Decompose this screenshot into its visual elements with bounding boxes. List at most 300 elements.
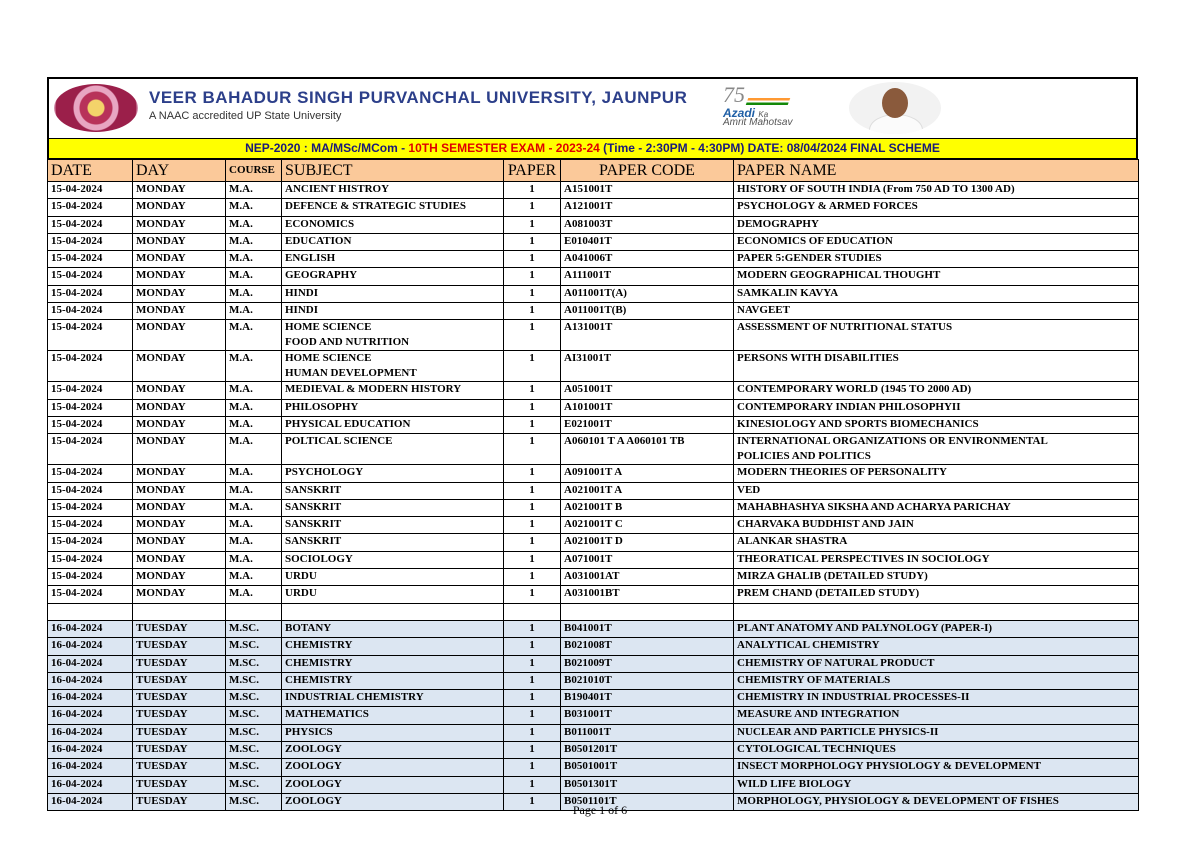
cell-day	[133, 620, 226, 637]
day-text: MONDAY	[136, 417, 186, 430]
name-text: INTERNATIONAL ORGANIZATIONS OR ENVIRONMENTAL	[737, 435, 1048, 448]
cell-paper	[504, 707, 561, 724]
date-text: 16-04-2024	[51, 656, 103, 669]
cell-name	[734, 434, 1139, 465]
cell-code	[561, 233, 734, 250]
cell-date	[48, 416, 133, 433]
cell-subject	[282, 586, 504, 603]
cell-date	[48, 382, 133, 399]
subject-text: SANSKRIT	[285, 500, 342, 513]
subject-text: HOME SCIENCE	[285, 321, 372, 334]
cell-subject	[282, 759, 504, 776]
cell-subject	[282, 517, 504, 534]
cell-day	[133, 776, 226, 793]
cell-course	[226, 434, 282, 465]
cell-name	[734, 268, 1139, 285]
subject-text: HINDI	[285, 304, 319, 317]
course-text: M.SC.	[229, 725, 259, 738]
cell-day	[133, 434, 226, 465]
code-text: A021001T D	[564, 535, 623, 548]
date-text: 15-04-2024	[51, 400, 103, 413]
course-text: M.SC.	[229, 743, 259, 756]
subject-text: PHILOSOPHY	[285, 400, 359, 413]
cell-paper	[504, 759, 561, 776]
cell-day	[133, 320, 226, 351]
code-text: B0501101T	[564, 794, 617, 807]
cell-course	[226, 499, 282, 516]
cell-date	[48, 351, 133, 382]
table-row	[48, 776, 1139, 793]
date-text: 16-04-2024	[51, 794, 103, 807]
course-text: M.A.	[229, 435, 253, 448]
cell-course	[226, 465, 282, 482]
code-text: A101001T	[564, 400, 613, 413]
cell-subject	[282, 233, 504, 250]
code-text: A071001T	[564, 552, 613, 565]
cell-paper	[504, 182, 561, 199]
subject-text: MATHEMATICS	[285, 708, 369, 721]
blank-cell	[561, 603, 734, 620]
blank-cell	[504, 603, 561, 620]
cell-paper	[504, 320, 561, 351]
cell-date	[48, 776, 133, 793]
cell-subject	[282, 569, 504, 586]
cell-course	[226, 199, 282, 216]
cell-paper	[504, 551, 561, 568]
table-row	[48, 320, 1139, 351]
cell-subject	[282, 251, 504, 268]
cell-date	[48, 759, 133, 776]
name-text: WILD LIFE BIOLOGY	[737, 777, 852, 790]
cell-subject	[282, 742, 504, 759]
subject-line2-text: HUMAN DEVELOPMENT	[285, 367, 417, 380]
cell-date	[48, 551, 133, 568]
cell-paper	[504, 434, 561, 465]
code-text: B021009T	[564, 656, 612, 669]
cell-day	[133, 569, 226, 586]
cell-code	[561, 517, 734, 534]
name-text: DEMOGRAPHY	[737, 217, 819, 230]
day-text: MONDAY	[136, 286, 186, 299]
cell-paper	[504, 672, 561, 689]
col-paper-code: PAPER CODE	[561, 160, 734, 182]
cell-date	[48, 655, 133, 672]
cell-name	[734, 759, 1139, 776]
code-text: E021001T	[564, 417, 612, 430]
course-text: M.SC.	[229, 621, 259, 634]
cell-subject	[282, 216, 504, 233]
cell-date	[48, 434, 133, 465]
paper-text: 1	[529, 304, 535, 317]
cell-subject	[282, 534, 504, 551]
cell-date	[48, 251, 133, 268]
name-text: ANALYTICAL CHEMISTRY	[737, 639, 880, 652]
subject-text: SANSKRIT	[285, 518, 342, 531]
cell-subject	[282, 320, 504, 351]
code-text: A060101 T A A060101 TB	[564, 435, 685, 448]
cell-date	[48, 233, 133, 250]
day-text: TUESDAY	[136, 639, 188, 652]
subject-text: GEOGRAPHY	[285, 269, 358, 282]
date-text: 16-04-2024	[51, 777, 103, 790]
course-text: M.A.	[229, 217, 253, 230]
name-text: MEASURE AND INTEGRATION	[737, 708, 900, 721]
banner-time-date: (Time - 2:30PM - 4:30PM) DATE: 08/04/2024 FINAL SCHEME	[599, 141, 940, 155]
cell-day	[133, 724, 226, 741]
date-text: 15-04-2024	[51, 552, 103, 565]
blank-cell	[48, 603, 133, 620]
cell-subject	[282, 620, 504, 637]
table-row	[48, 251, 1139, 268]
subject-text: INDUSTRIAL CHEMISTRY	[285, 691, 424, 704]
cell-code	[561, 690, 734, 707]
course-text: M.SC.	[229, 691, 259, 704]
day-text: TUESDAY	[136, 621, 188, 634]
name-line2-text: POLICIES AND POLITICS	[737, 450, 871, 463]
day-text: MONDAY	[136, 383, 186, 396]
day-text: TUESDAY	[136, 725, 188, 738]
amrit-mahotsav-text: Amrit Mahotsav	[723, 117, 793, 128]
cell-paper	[504, 517, 561, 534]
course-text: M.A.	[229, 552, 253, 565]
cell-name	[734, 233, 1139, 250]
cell-name	[734, 465, 1139, 482]
subject-text: ZOOLOGY	[285, 794, 342, 807]
paper-text: 1	[529, 352, 535, 365]
cell-code	[561, 742, 734, 759]
cell-day	[133, 216, 226, 233]
name-text: HISTORY OF SOUTH INDIA (From 750 AD TO 1300 AD)	[737, 183, 1015, 195]
cell-date	[48, 182, 133, 199]
cell-day	[133, 690, 226, 707]
cell-code	[561, 465, 734, 482]
cell-name	[734, 620, 1139, 637]
cell-paper	[504, 638, 561, 655]
cell-date	[48, 620, 133, 637]
cell-course	[226, 303, 282, 320]
name-text: VED	[737, 483, 761, 496]
blank-cell	[226, 603, 282, 620]
banner-semester: 10TH SEMESTER EXAM - 2023-24	[408, 141, 600, 155]
table-row	[48, 586, 1139, 603]
cell-day	[133, 233, 226, 250]
date-text: 15-04-2024	[51, 269, 103, 282]
day-text: MONDAY	[136, 435, 186, 448]
cell-paper	[504, 655, 561, 672]
code-text: B0501201T	[564, 743, 618, 756]
cell-course	[226, 620, 282, 637]
cell-code	[561, 759, 734, 776]
table-row	[48, 655, 1139, 672]
paper-text: 1	[529, 252, 535, 265]
cell-course	[226, 551, 282, 568]
cell-paper	[504, 776, 561, 793]
cell-day	[133, 655, 226, 672]
course-text: M.A.	[229, 352, 253, 365]
subject-text: ZOOLOGY	[285, 743, 342, 756]
day-text: MONDAY	[136, 304, 186, 317]
paper-text: 1	[529, 708, 535, 721]
blank-cell	[133, 603, 226, 620]
table-row	[48, 569, 1139, 586]
subject-text: CHEMISTRY	[285, 656, 353, 669]
cell-paper	[504, 416, 561, 433]
cell-paper	[504, 690, 561, 707]
subject-text: PSYCHOLOGY	[285, 466, 364, 479]
paper-text: 1	[529, 621, 535, 634]
paper-text: 1	[529, 500, 535, 513]
paper-text: 1	[529, 217, 535, 230]
day-text: MONDAY	[136, 552, 186, 565]
cell-code	[561, 776, 734, 793]
cell-code	[561, 251, 734, 268]
date-text: 16-04-2024	[51, 673, 103, 686]
name-text: THEORATICAL PERSPECTIVES IN SOCIOLOGY	[737, 552, 990, 565]
day-text: TUESDAY	[136, 691, 188, 704]
date-text: 15-04-2024	[51, 200, 103, 213]
name-text: PERSONS WITH DISABILITIES	[737, 352, 899, 365]
cell-course	[226, 690, 282, 707]
cell-subject	[282, 724, 504, 741]
cell-paper	[504, 303, 561, 320]
cell-course	[226, 672, 282, 689]
cell-paper	[504, 482, 561, 499]
cell-code	[561, 216, 734, 233]
day-text: MONDAY	[136, 321, 186, 334]
cell-date	[48, 482, 133, 499]
day-text: MONDAY	[136, 500, 186, 513]
col-course: COURSE	[226, 160, 282, 182]
schedule-table	[47, 159, 1139, 811]
cell-name	[734, 517, 1139, 534]
cell-code	[561, 285, 734, 302]
paper-text: 1	[529, 400, 535, 413]
name-text: CONTEMPORARY INDIAN PHILOSOPHYII	[737, 400, 961, 413]
cell-subject	[282, 499, 504, 516]
banner-nep: NEP-2020 : MA/MSc/MCom -	[245, 141, 409, 155]
paper-text: 1	[529, 518, 535, 531]
cell-course	[226, 251, 282, 268]
cell-name	[734, 382, 1139, 399]
table-row	[48, 285, 1139, 302]
date-text: 15-04-2024	[51, 183, 103, 195]
cell-paper	[504, 620, 561, 637]
table-row	[48, 638, 1139, 655]
cell-course	[226, 707, 282, 724]
cell-course	[226, 399, 282, 416]
day-text: MONDAY	[136, 400, 186, 413]
cell-subject	[282, 672, 504, 689]
cell-code	[561, 399, 734, 416]
cell-subject	[282, 551, 504, 568]
subject-text: EDUCATION	[285, 234, 352, 247]
cell-paper	[504, 199, 561, 216]
course-text: M.A.	[229, 200, 253, 213]
day-text: MONDAY	[136, 183, 186, 195]
subject-text: POLTICAL SCIENCE	[285, 435, 393, 448]
table-row	[48, 620, 1139, 637]
date-text: 15-04-2024	[51, 483, 103, 496]
cell-day	[133, 285, 226, 302]
day-text: TUESDAY	[136, 743, 188, 756]
name-text: CHARVAKA BUDDHIST AND JAIN	[737, 518, 914, 531]
name-text: MORPHOLOGY, PHYSIOLOGY & DEVELOPMENT OF FISHES	[737, 794, 1059, 807]
cell-date	[48, 707, 133, 724]
table-row	[48, 517, 1139, 534]
cell-course	[226, 776, 282, 793]
cell-subject	[282, 285, 504, 302]
cell-code	[561, 303, 734, 320]
exam-scheme-sheet	[47, 77, 1138, 811]
table-row	[48, 724, 1139, 741]
name-text: KINESIOLOGY AND SPORTS BIOMECHANICS	[737, 417, 979, 430]
cell-course	[226, 655, 282, 672]
cell-name	[734, 482, 1139, 499]
cell-day	[133, 551, 226, 568]
cell-date	[48, 285, 133, 302]
cell-subject	[282, 268, 504, 285]
col-date: DATE	[48, 160, 133, 182]
cell-code	[561, 707, 734, 724]
course-text: M.A.	[229, 304, 253, 317]
day-text: MONDAY	[136, 252, 186, 265]
date-text: 15-04-2024	[51, 383, 103, 396]
cell-day	[133, 482, 226, 499]
cell-subject	[282, 655, 504, 672]
course-text: M.A.	[229, 252, 253, 265]
paper-text: 1	[529, 183, 535, 195]
date-text: 16-04-2024	[51, 639, 103, 652]
table-row	[48, 482, 1139, 499]
code-text: A041006T	[564, 252, 613, 265]
subject-text: ECONOMICS	[285, 217, 355, 230]
code-text: A031001BT	[564, 587, 620, 600]
date-text: 16-04-2024	[51, 708, 103, 721]
cell-day	[133, 742, 226, 759]
course-text: M.A.	[229, 466, 253, 479]
course-text: M.A.	[229, 234, 253, 247]
code-text: A121001T	[564, 200, 613, 213]
paper-text: 1	[529, 639, 535, 652]
cell-course	[226, 382, 282, 399]
subject-text: URDU	[285, 570, 317, 583]
cell-paper	[504, 216, 561, 233]
cell-day	[133, 416, 226, 433]
code-text: A151001T	[564, 183, 613, 195]
subject-text: URDU	[285, 587, 317, 600]
name-text: PAPER 5:GENDER STUDIES	[737, 252, 882, 265]
table-row	[48, 416, 1139, 433]
cell-course	[226, 517, 282, 534]
col-paper: PAPER	[504, 160, 561, 182]
cell-date	[48, 638, 133, 655]
date-text: 16-04-2024	[51, 743, 103, 756]
cell-course	[226, 534, 282, 551]
subject-text: HINDI	[285, 286, 319, 299]
day-text: MONDAY	[136, 587, 186, 600]
course-text: M.A.	[229, 587, 253, 600]
course-text: M.SC.	[229, 794, 259, 807]
cell-subject	[282, 199, 504, 216]
date-text: 15-04-2024	[51, 217, 103, 230]
date-text: 15-04-2024	[51, 286, 103, 299]
table-row	[48, 742, 1139, 759]
cell-day	[133, 268, 226, 285]
name-text: MAHABHASHYA SIKSHA AND ACHARYA PARICHAY	[737, 500, 1011, 513]
cell-code	[561, 586, 734, 603]
cell-subject	[282, 482, 504, 499]
table-row	[48, 382, 1139, 399]
code-text: A091001T A	[564, 466, 623, 479]
sheet-header	[47, 77, 1138, 139]
cell-subject	[282, 416, 504, 433]
code-text: B041001T	[564, 621, 612, 634]
cell-subject	[282, 465, 504, 482]
day-text: MONDAY	[136, 352, 186, 365]
cell-date	[48, 320, 133, 351]
code-text: B021010T	[564, 673, 612, 686]
cell-day	[133, 638, 226, 655]
paper-text: 1	[529, 435, 535, 448]
course-text: M.A.	[229, 286, 253, 299]
cell-day	[133, 534, 226, 551]
cell-paper	[504, 534, 561, 551]
cell-subject	[282, 303, 504, 320]
course-text: M.SC.	[229, 673, 259, 686]
cell-code	[561, 182, 734, 199]
paper-text: 1	[529, 691, 535, 704]
date-text: 15-04-2024	[51, 570, 103, 583]
date-text: 16-04-2024	[51, 621, 103, 634]
course-text: M.A.	[229, 483, 253, 496]
day-text: MONDAY	[136, 570, 186, 583]
cell-course	[226, 285, 282, 302]
page-footer: Page 1 of 6	[572, 803, 628, 817]
cell-name	[734, 551, 1139, 568]
day-text: MONDAY	[136, 217, 186, 230]
cell-code	[561, 351, 734, 382]
course-text: M.A.	[229, 417, 253, 430]
date-text: 15-04-2024	[51, 304, 103, 317]
code-text: A021001T B	[564, 500, 623, 513]
table-row	[48, 759, 1139, 776]
course-text: M.A.	[229, 383, 253, 396]
paper-text: 1	[529, 383, 535, 396]
cell-subject	[282, 776, 504, 793]
code-text: A011001T(B)	[564, 304, 627, 317]
cell-name	[734, 416, 1139, 433]
cell-subject	[282, 351, 504, 382]
cell-name	[734, 742, 1139, 759]
name-text: CHEMISTRY OF MATERIALS	[737, 673, 891, 686]
cell-name	[734, 182, 1139, 199]
date-text: 15-04-2024	[51, 500, 103, 513]
cell-name	[734, 569, 1139, 586]
cell-date	[48, 268, 133, 285]
subject-text: HOME SCIENCE	[285, 352, 372, 365]
exam-banner	[47, 139, 1138, 159]
cell-code	[561, 382, 734, 399]
name-text: PREM CHAND (DETAILED STUDY)	[737, 587, 920, 600]
cell-course	[226, 416, 282, 433]
cell-course	[226, 569, 282, 586]
table-row	[48, 534, 1139, 551]
cell-paper	[504, 499, 561, 516]
code-text: A031001AT	[564, 570, 620, 583]
cell-date	[48, 534, 133, 551]
name-text: CONTEMPORARY WORLD (1945 TO 2000 AD)	[737, 383, 972, 396]
cell-course	[226, 586, 282, 603]
